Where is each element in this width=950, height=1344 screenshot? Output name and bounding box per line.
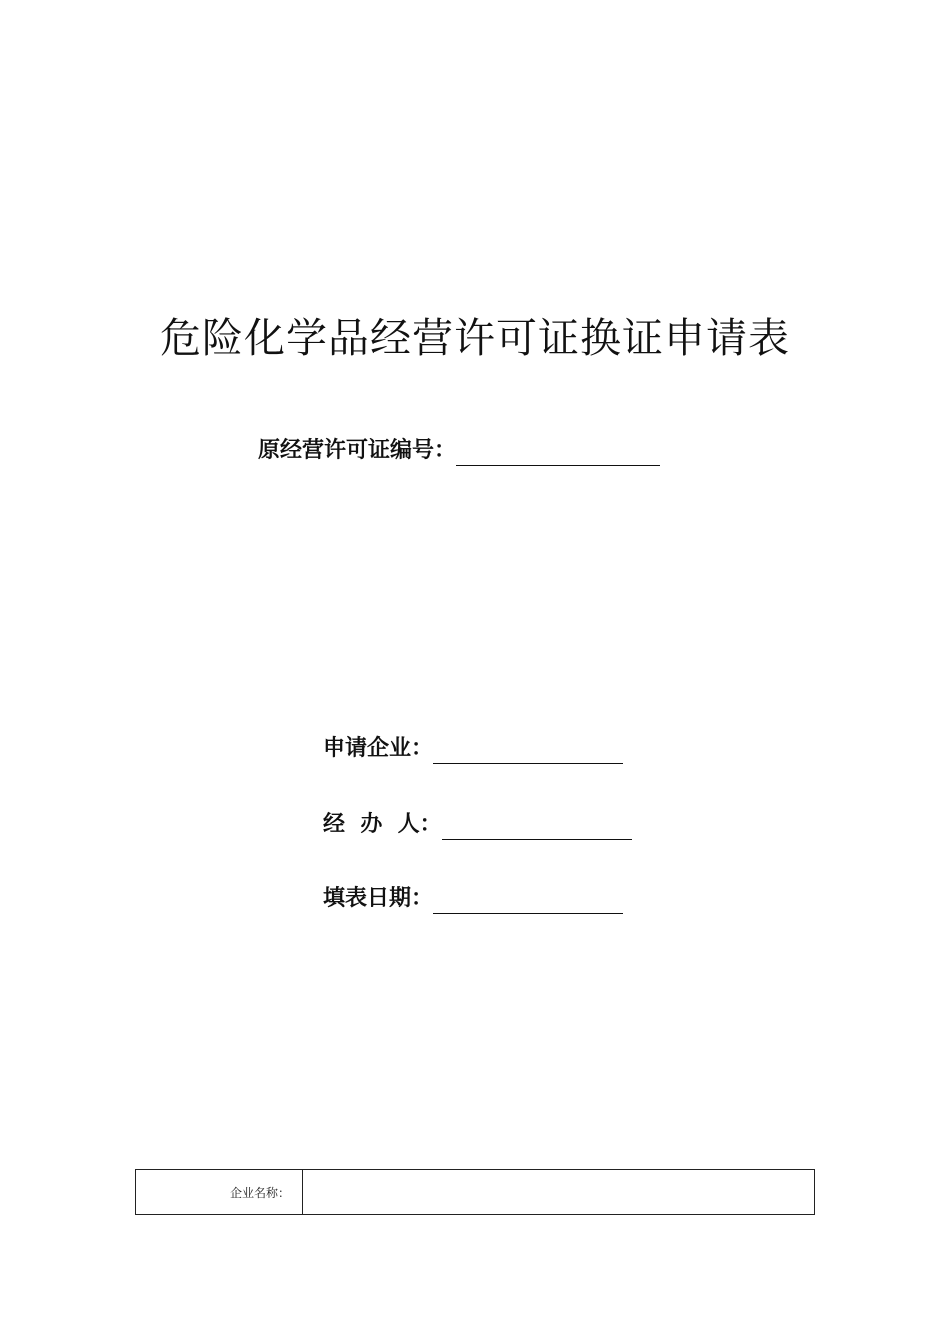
fill-date-field (323, 884, 623, 914)
operator-field (323, 810, 632, 840)
company-name-value[interactable] (303, 1170, 814, 1214)
license-number-field (258, 436, 660, 466)
company-name-label: 企业名称： (136, 1170, 303, 1214)
operator-blank[interactable] (442, 815, 632, 840)
license-number-label: 原经营许可证编号： (258, 438, 457, 463)
applicant-company-blank[interactable] (433, 739, 623, 764)
applicant-company-field (323, 734, 623, 764)
operator-label: 经 办 人： (323, 812, 442, 837)
applicant-company-label: 申请企业： (323, 736, 434, 761)
fill-date-blank[interactable] (433, 889, 623, 914)
document-title: 危险化学品经营许可证换证申请表 (160, 314, 790, 362)
company-info-table (135, 1169, 815, 1215)
fill-date-label: 填表日期： (323, 886, 434, 911)
license-number-blank[interactable] (456, 441, 660, 466)
